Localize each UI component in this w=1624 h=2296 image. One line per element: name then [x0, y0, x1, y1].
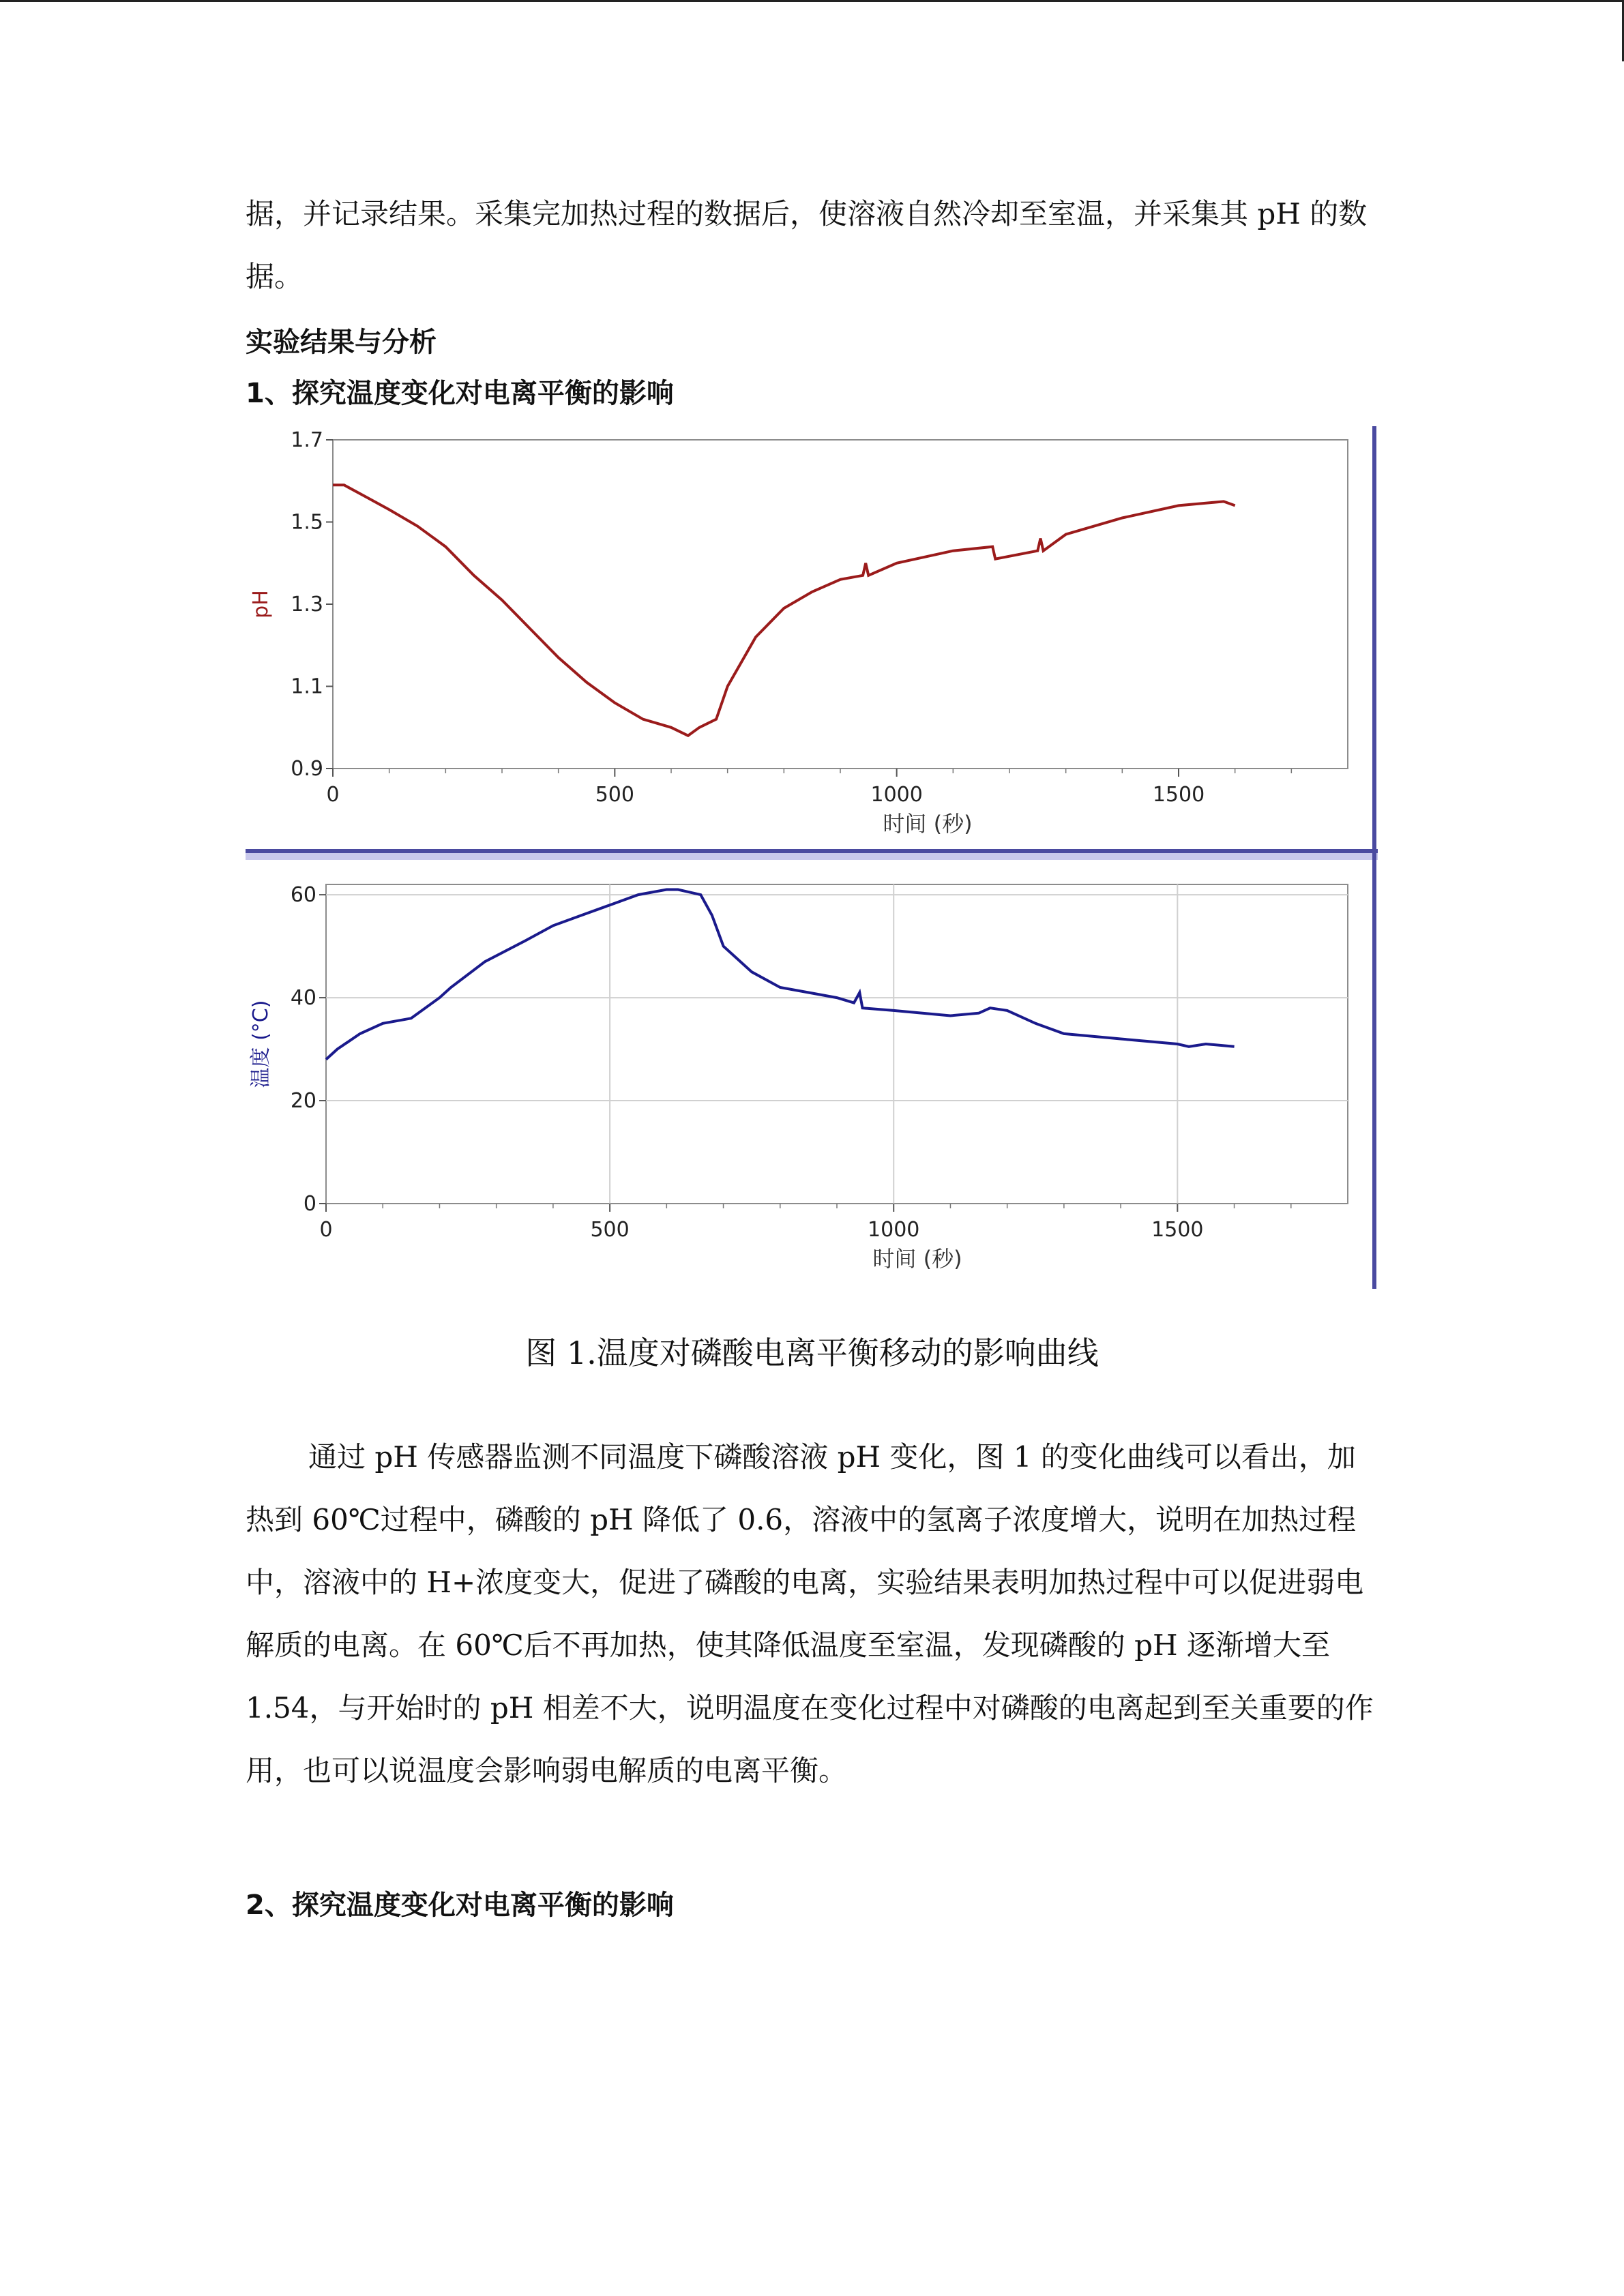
ph-y-tick-label: 1.1 [291, 674, 323, 699]
ph-y-tick-label: 0.9 [291, 757, 323, 781]
ph-x-tick-label: 1500 [1152, 783, 1205, 807]
section2-heading: 2、探究温度变化对电离平衡的影响 [246, 1890, 674, 1921]
ph-x-tick-label: 1000 [870, 783, 923, 807]
temperature-y-tick-label: 0 [303, 1192, 316, 1216]
figure-caption: 图 1.温度对磷酸电离平衡移动的影响曲线 [525, 1335, 1099, 1371]
ph-y-tick-label: 1.5 [291, 510, 323, 535]
temperature-y-axis-label: 温度 (°C) [249, 1000, 273, 1088]
ph-plot-frame [333, 440, 1348, 769]
body-paragraph: 通过 pH 传感器监测不同温度下磷酸溶液 pH 变化，图 1 的变化曲线可以看出，加热到 60℃过程中，磷酸的 pH 降低了 0.6，溶液中的氢离子浓度增大，说明在加热过程中，溶液中的 H+浓度变大，促进了磷酸的电离，实验结果表明加热过程中可以促进弱电解质的电离。在 60℃后不再加热，使其降低温度至室温，发现磷酸的 pH 逐渐增大至 1.54，与开始时的 pH 相差不大，说明温度在变化过程中对磷酸的电离起到至关重要的作用，也可以说温度会影响弱电解质的电离平衡。 [246, 1440, 1374, 1787]
ph-y-axis-label: pH [249, 590, 273, 618]
panel-divider-dark [246, 849, 1378, 853]
temperature-y-tick-label: 20 [290, 1089, 316, 1114]
temperature-x-tick-label: 500 [590, 1218, 630, 1242]
section1-heading: 1、探究温度变化对电离平衡的影响 [246, 378, 674, 409]
ph-x-tick-label: 500 [595, 783, 634, 807]
temperature-plot-frame [326, 884, 1348, 1204]
ph-y-tick-label: 1.3 [291, 593, 323, 616]
figure-1 [246, 426, 1378, 1289]
ph-y-tick-label: 1.7 [291, 428, 323, 452]
temperature-x-tick-label: 0 [319, 1218, 333, 1242]
results-heading: 实验结果与分析 [246, 327, 437, 358]
temperature-x-tick-label: 1000 [868, 1218, 920, 1242]
temperature-series-line [326, 890, 1235, 1060]
ph-x-tick-label: 0 [326, 783, 340, 807]
temperature-y-tick-label: 60 [290, 883, 316, 908]
temperature-x-tick-label: 1500 [1151, 1218, 1204, 1242]
ph-x-axis-label: 时间 (秒) [883, 811, 973, 837]
ph-series-line [333, 485, 1235, 736]
page-top-border [0, 0, 1624, 2]
figure-svg [246, 426, 1378, 1289]
temperature-y-tick-label: 40 [290, 986, 316, 1011]
temperature-chart [249, 883, 1348, 1272]
panel-right-edge [1372, 426, 1376, 1289]
ph-chart [249, 428, 1348, 837]
temperature-x-axis-label: 时间 (秒) [872, 1246, 962, 1272]
intro-paragraph: 据，并记录结果。采集完加热过程的数据后，使溶液自然冷却至室温，并采集其 pH 的数据。 [246, 197, 1368, 293]
panel-divider-light [246, 853, 1378, 860]
